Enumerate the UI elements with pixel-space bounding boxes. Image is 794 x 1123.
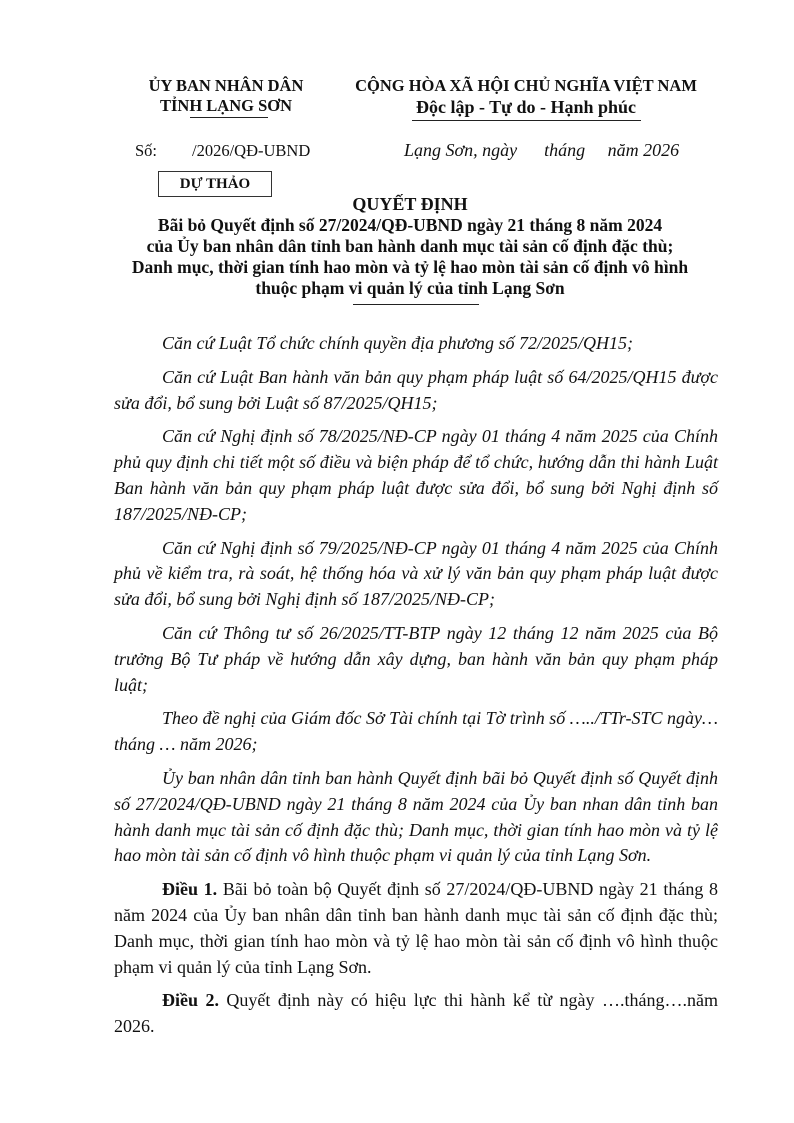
- org-underline: [190, 117, 268, 118]
- subject-line: của Ủy ban nhân dân tỉnh ban hành danh mục tài sản cố định đặc thù;: [146, 236, 674, 256]
- national-motto: Độc lập - Tự do - Hạnh phúc: [415, 97, 637, 117]
- place-and-date: Lạng Sơn, ngày tháng năm 2026: [404, 140, 680, 160]
- issuing-organization: [120, 76, 332, 116]
- motto-underline: [412, 120, 641, 121]
- article-1-label: Điều 1.: [162, 879, 218, 900]
- document-type: QUYẾT ĐỊNH: [352, 194, 468, 214]
- national-header: [336, 76, 716, 118]
- document-body: [114, 331, 718, 1048]
- title-underline: [353, 304, 479, 305]
- republic-name: CỘNG HÒA XÃ HỘI CHỦ NGHĨA VIỆT NAM: [355, 76, 697, 95]
- article-2: [114, 988, 718, 1040]
- org-name-line2: TỈNH LẠNG SƠN: [159, 96, 293, 115]
- legal-basis-paragraph: Căn cứ Nghị định số 79/2025/NĐ-CP ngày 01 tháng 4 năm 2025 của Chính phủ về kiểm tra, rà soát, hệ thống hóa và xử lý văn bản quy phạm pháp luật được sửa đổi, bổ sung bởi Nghị định số 187/2025/NĐ-CP;: [114, 537, 718, 610]
- draft-badge: DỰ THẢO: [158, 171, 272, 197]
- legal-basis-paragraph: Căn cứ Luật Ban hành văn bản quy phạm pháp luật số 64/2025/QH15 được sửa đổi, bổ sung bởi Luật số 87/2025/QH15;: [114, 366, 718, 413]
- proposal-paragraph: Theo đề nghị của Giám đốc Sở Tài chính tại Tờ trình số …../TTr-STC ngày… tháng … năm 2026;: [114, 708, 718, 755]
- subject-line: Danh mục, thời gian tính hao mòn và tỷ lệ hao mòn tài sản cố định vô hình: [131, 257, 689, 277]
- enactment-paragraph: Ủy ban nhân dân tỉnh ban hành Quyết định bãi bỏ Quyết định số Quyết định số 27/2024/QĐ-UBND ngày 21 tháng 8 năm 2024 của Ủy ban nhan dân tỉnh ban hành danh mục tài sản cố định đặc thù; Danh mục, thời gian tính hao mòn và tỷ lệ hao mòn tài sản cố định vô hình thuộc phạm vi quản lý của tỉnh Lạng Sơn.: [114, 767, 718, 866]
- document-number-label: Số:: [135, 141, 158, 160]
- document-number: /2026/QĐ-UBND: [192, 141, 311, 160]
- document-title: [110, 193, 710, 299]
- article-2-text: Quyết định này có hiệu lực thi hành kể từ ngày ….tháng….năm 2026.: [114, 990, 718, 1037]
- legal-basis-paragraph: Căn cứ Thông tư số 26/2025/TT-BTP ngày 12 tháng 12 năm 2025 của Bộ trưởng Bộ Tư pháp về hướng dẫn xây dựng, ban hành văn bản quy phạm pháp luật;: [114, 622, 718, 695]
- legal-basis-paragraph: Căn cứ Luật Tổ chức chính quyền địa phương số 72/2025/QH15;: [162, 333, 634, 353]
- article-1: [114, 877, 718, 980]
- legal-basis-paragraph: Căn cứ Nghị định số 78/2025/NĐ-CP ngày 01 tháng 4 năm 2025 của Chính phủ quy định chi tiết một số điều và biện pháp để tổ chức, hướng dẫn thi hành Luật Ban hành văn bản quy phạm pháp luật được sửa đổi, bổ sung bởi Nghị định số 187/2025/NĐ-CP;: [114, 426, 718, 524]
- org-name-line1: ỦY BAN NHÂN DÂN: [148, 76, 304, 95]
- article-1-text: Bãi bỏ toàn bộ Quyết định số 27/2024/QĐ-UBND ngày 21 tháng 8 năm 2024 của Ủy ban nhân dân tỉnh ban hành danh mục tài sản cố định đặc thù; Danh mục, thời gian tính hao mòn và tỷ lệ hao mòn tài sản cố định vô hình thuộc phạm vi quản lý của tỉnh Lạng Sơn.: [114, 879, 718, 977]
- subject-line: thuộc phạm vi quản lý của tỉnh Lạng Sơn: [255, 278, 565, 298]
- article-2-label: Điều 2.: [162, 990, 219, 1011]
- subject-line: Bãi bỏ Quyết định số 27/2024/QĐ-UBND ngày 21 tháng 8 năm 2024: [157, 215, 663, 235]
